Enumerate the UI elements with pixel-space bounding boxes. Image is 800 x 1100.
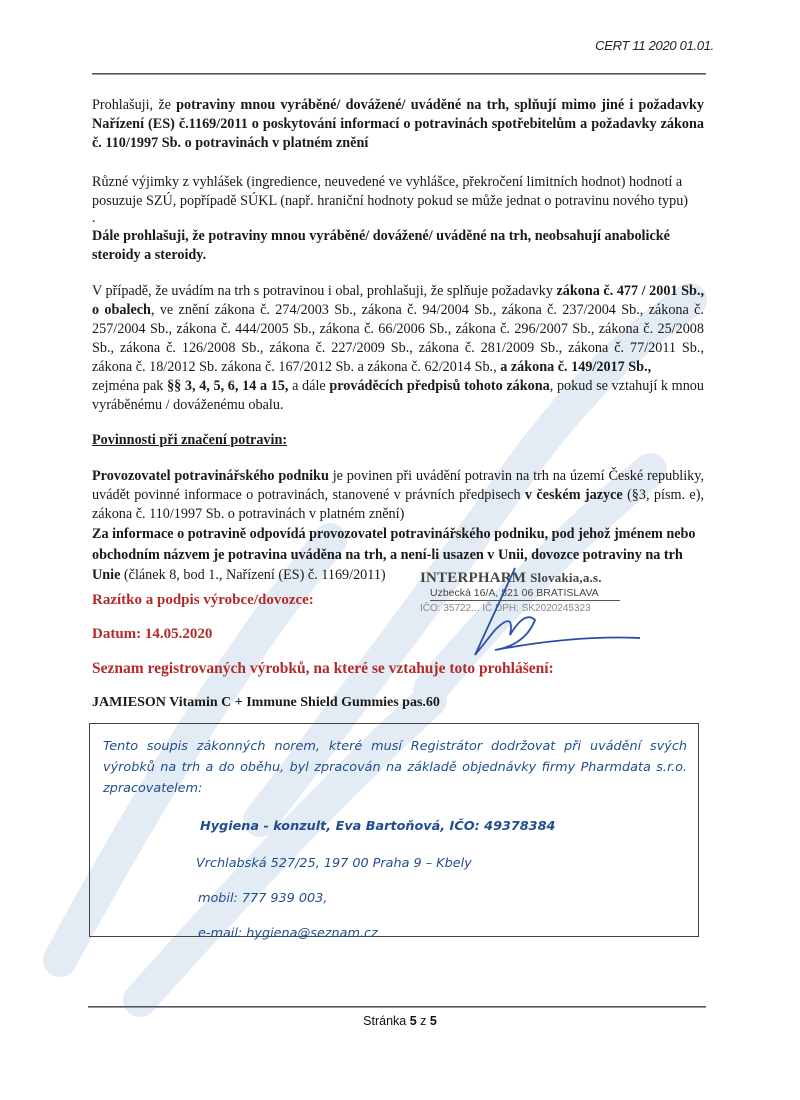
text: zejména pak: [92, 378, 168, 394]
labeling-paragraph: [92, 467, 704, 524]
page-separator: z: [416, 1014, 430, 1028]
text-bold: §§ 3, 4, 5, 6, 14 a 15,: [167, 378, 289, 394]
text-bold: a zákona č. 149/2017 Sb.,: [496, 359, 652, 375]
stamp-company-main: INTERPHARM: [420, 570, 527, 586]
footer-divider: [88, 1006, 706, 1008]
text: je povinen při uvádění potravin na trh na území České republiky, uvádět povinné informace o potravinách, stanovené v právních předpisech: [92, 468, 704, 503]
labeling-heading: Povinnosti při značení potravin:: [92, 432, 288, 448]
text-bold: v českém jazyce: [524, 487, 623, 503]
text: V případě, že uvádím na trh s potravinou i obal, prohlašuji, že splňuje požadavky: [92, 283, 557, 299]
page-current: 5: [409, 1014, 417, 1028]
exemptions-paragraph: Různé výjimky z vyhlášek (ingredience, neuvedené ve vyhlášce, překročení limitních hodnot) hodnotí a posuzuje SZÚ, popřípadě SÚKL (např. hraniční hodnoty pokud se může jednat o potravinu nového typu): [92, 174, 689, 209]
text: (§3, písm. e), zákona č. 110/1997 Sb. o potravinách v platném znění): [92, 487, 704, 522]
page-total: 5: [429, 1014, 437, 1028]
stamp-signature-label: Razítko a podpis výrobce/dovozce:: [92, 592, 314, 608]
document-reference: CERT 11 2020 01.01.: [595, 38, 714, 53]
processor-email: e-mail: hygiena@seznam.cz: [198, 926, 378, 941]
products-heading: Seznam registrovaných výrobků, na které se vztahuje toto prohlášení:: [92, 660, 554, 677]
text: Prohlašuji, že: [92, 97, 177, 113]
header-divider: [92, 73, 706, 75]
steroids-declaration: Dále prohlašuji, že potraviny mnou vyráběné/ dovážené/ uváděné na trh, neobsahují anabolické steroidy a steroidy.: [92, 228, 670, 263]
processor-intro: Tento soupis zákonných norem, které musí Registrátor dodržovat při uvádění svých výrobků na trh a do oběhu, byl zpracován na základě objednávky firmy Pharmdata s.r.o. zpracovatelem:: [103, 739, 687, 796]
stamp-address: Uzbecká 16/A, 821 06 BRATISLAVA: [430, 587, 620, 601]
date-value: 14.05.2020: [144, 626, 213, 642]
processor-mobile: mobil: 777 939 003,: [198, 891, 328, 906]
declaration-paragraph-1: [92, 96, 704, 153]
text-bold: Provozovatel potravinářského podniku: [92, 468, 329, 484]
text-bold: potraviny mnou vyráběné/ dovážené/ uváděné na trh, splňují mimo jiné i požadavky Nařízení (ES) č.1169/2011 o poskytování informací o potravinách spotřebitelům a požadavky zákona č. 110/1997 Sb. o potravinách v platném znění: [92, 97, 704, 151]
processor-company: Hygiena - konzult, Eva Bartoňová, IČO: 49378384: [200, 819, 556, 834]
processor-info-box: [89, 723, 699, 941]
page-number: [0, 1014, 800, 1028]
document-body: [92, 96, 704, 586]
text-bold: Za informace o potravině odpovídá provozovatel potravinářského podniku, pod jehož jménem nebo obchodním názvem je potravina uváděna na trh, a není-li usazen v Unii, dovozce potraviny na trh Unie: [92, 526, 696, 583]
page-label: Stránka: [363, 1014, 410, 1028]
processor-address: Vrchlabská 527/25, 197 00 Praha 9 – Kbely: [196, 856, 472, 871]
stray-dot: .: [92, 210, 96, 226]
text: a dále: [288, 378, 330, 394]
product-item: JAMIESON Vitamin C + Immune Shield Gummies pas.60: [92, 695, 440, 710]
stamp-ids: IČO: 35722... IČ DPH: SK2020245323: [420, 603, 591, 614]
text: , pokud se vztahují k mnou vyráběnému / dováženému obalu.: [92, 378, 704, 413]
date-label: Datum:: [92, 626, 145, 642]
stamp-company: [420, 570, 630, 587]
date-line: [92, 626, 212, 643]
text: , ve znění zákona č. 274/2003 Sb., zákona č. 94/2004 Sb., zákona č. 237/2004 Sb., zákona č. 257/2004 Sb., zákona č. 444/2005 Sb., zákona č. 66/2006 Sb., zákona č. 296/2007 Sb., zákona č. 25/2008 Sb., zákona č. 126/2008 Sb., zákona č. 227/2009 Sb., zákona č. 281/2009 Sb., zákona č. 77/2011 Sb., zákona č. 18/2012 Sb. zákona č. 167/2012 Sb. a zákona č. 62/2014 Sb.,: [92, 302, 704, 375]
packaging-paragraph: [92, 282, 704, 415]
text-bold: prováděcích předpisů tohoto zákona: [329, 378, 550, 394]
company-stamp: [420, 570, 630, 614]
text: (článek 8, bod 1., Nařízení (ES) č. 1169/2011): [120, 567, 386, 583]
text-bold: zákona č. 477 / 2001 Sb., o obalech: [92, 283, 704, 318]
stamp-company-rest: Slovakia,a.s.: [530, 570, 602, 585]
